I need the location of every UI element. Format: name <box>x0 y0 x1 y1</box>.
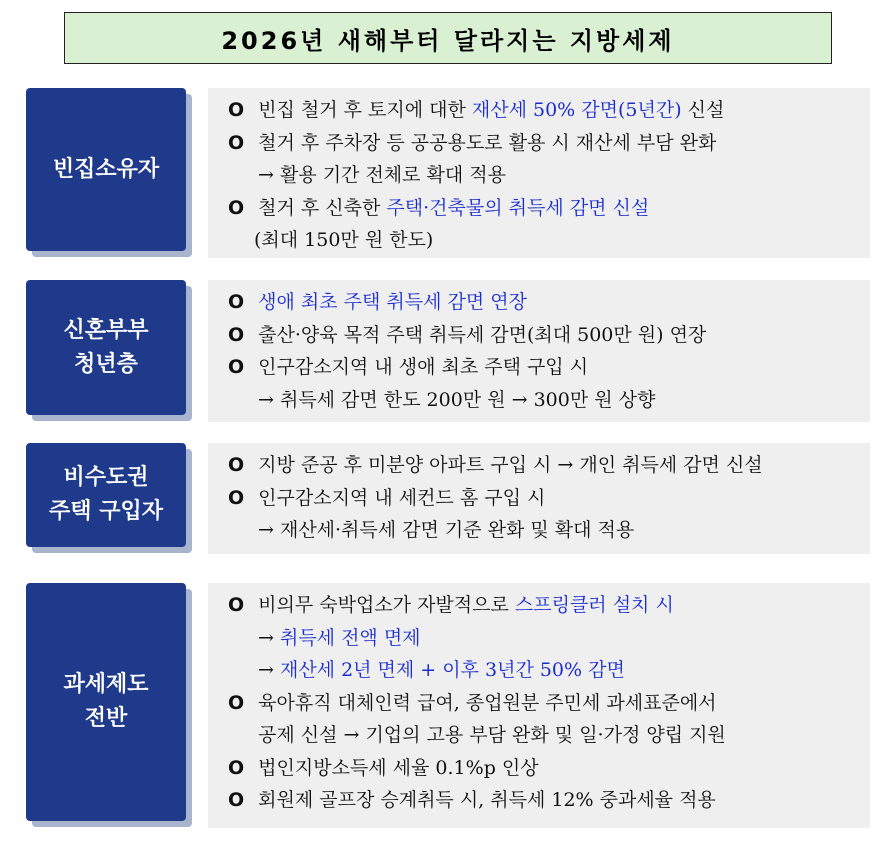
section-label-line: 전반 <box>84 706 128 731</box>
bullet-marker: O <box>228 356 245 378</box>
highlighted-text: 스프링클러 설치 시 <box>514 594 674 616</box>
bullet-item <box>228 351 870 384</box>
section-label <box>26 583 186 821</box>
bullet-marker: O <box>228 131 245 154</box>
sub-item <box>228 384 870 417</box>
bullet-marker: O <box>228 291 245 313</box>
section-label-line: 청년층 <box>74 351 138 377</box>
bullet-marker: O <box>228 756 245 779</box>
item-text: 빈집 철거 후 토지에 대한 <box>258 99 472 121</box>
section-label-line: 신혼부부 <box>63 317 149 343</box>
item-text: (최대 150만 원 한도) <box>254 229 434 251</box>
bullet-item <box>228 449 870 482</box>
item-text: 지방 준공 후 미분양 아파트 구입 시 → 개인 취득세 감면 신설 <box>258 454 763 476</box>
item-text: 인구감소지역 내 생애 최초 주택 구입 시 <box>258 356 589 378</box>
sub-item <box>228 514 870 547</box>
bullet-item <box>228 589 870 622</box>
highlighted-text: 생애 최초 주택 취득세 감면 연장 <box>258 291 527 313</box>
highlighted-text: 재산세 2년 면제 + 이후 3년간 50% 감면 <box>279 659 625 681</box>
item-text: 회원제 골프장 승계취득 시, 취득세 12% 중과세율 적용 <box>258 789 716 811</box>
bullet-item <box>228 94 870 127</box>
section-label-line: 주택 구입자 <box>49 499 163 524</box>
bullet-item <box>228 687 870 720</box>
item-text: → <box>258 659 280 681</box>
item-text: 철거 후 신축한 <box>258 196 387 219</box>
bullet-item <box>228 752 870 785</box>
bullet-item <box>228 286 870 319</box>
highlighted-text: 취득세 전액 면제 <box>279 626 421 649</box>
item-text: → <box>258 626 280 649</box>
item-text: → 재산세·취득세 감면 기준 완화 및 확대 적용 <box>258 519 635 541</box>
bullet-item <box>228 192 870 225</box>
section-label-line: 비수도권 <box>63 465 149 490</box>
page-title: 2026년 새해부터 달라지는 지방세제 <box>64 12 832 64</box>
highlighted-text: 재산세 50% 감면(5년간) <box>471 99 682 121</box>
item-text: 공제 신설 → 기업의 고용 부담 완화 및 일·가정 양립 지원 <box>258 724 726 746</box>
item-text: 법인지방소득세 세율 0.1%p 인상 <box>258 756 539 779</box>
bullet-marker: O <box>228 486 245 509</box>
item-text: → 활용 기간 전체로 확대 적용 <box>258 164 507 186</box>
bullet-marker: O <box>228 323 245 346</box>
sub-item <box>228 622 870 655</box>
section-label <box>26 88 186 251</box>
sub-item <box>228 654 870 687</box>
sub-item <box>228 159 870 192</box>
bullet-marker: O <box>228 454 245 476</box>
section-content <box>208 583 870 828</box>
section-label-line: 빈집소유자 <box>52 156 160 182</box>
item-text: 신설 <box>681 99 725 121</box>
bullet-marker: O <box>228 196 245 219</box>
section-label-line: 과세제도 <box>63 672 149 697</box>
section-content <box>208 88 870 258</box>
item-text: 철거 후 주차장 등 공공용도로 활용 시 재산세 부담 완화 <box>258 131 717 154</box>
bullet-item <box>228 482 870 515</box>
bullet-marker: O <box>228 691 245 714</box>
item-text: 인구감소지역 내 세컨드 홈 구입 시 <box>258 486 546 509</box>
item-text: 출산·양육 목적 주택 취득세 감면(최대 500만 원) 연장 <box>258 323 707 346</box>
highlighted-text: 주택·건축물의 취득세 감면 신설 <box>386 196 650 219</box>
item-text: 육아휴직 대체인력 급여, 종업원분 주민세 과세표준에서 <box>258 691 717 714</box>
bullet-marker: O <box>228 99 245 121</box>
section-label <box>26 280 186 415</box>
bullet-marker: O <box>228 789 245 811</box>
bullet-marker: O <box>228 594 245 616</box>
bullet-item <box>228 127 870 160</box>
item-text: → 취득세 감면 한도 200만 원 → 300만 원 상향 <box>258 388 656 411</box>
bullet-item <box>228 784 870 817</box>
bullet-item <box>228 319 870 352</box>
sub-item <box>228 719 870 752</box>
section-content <box>208 443 870 554</box>
item-text: 비의무 숙박업소가 자발적으로 <box>258 594 515 616</box>
section-content <box>208 280 870 422</box>
sub-item <box>228 224 870 257</box>
section-label <box>26 443 186 547</box>
